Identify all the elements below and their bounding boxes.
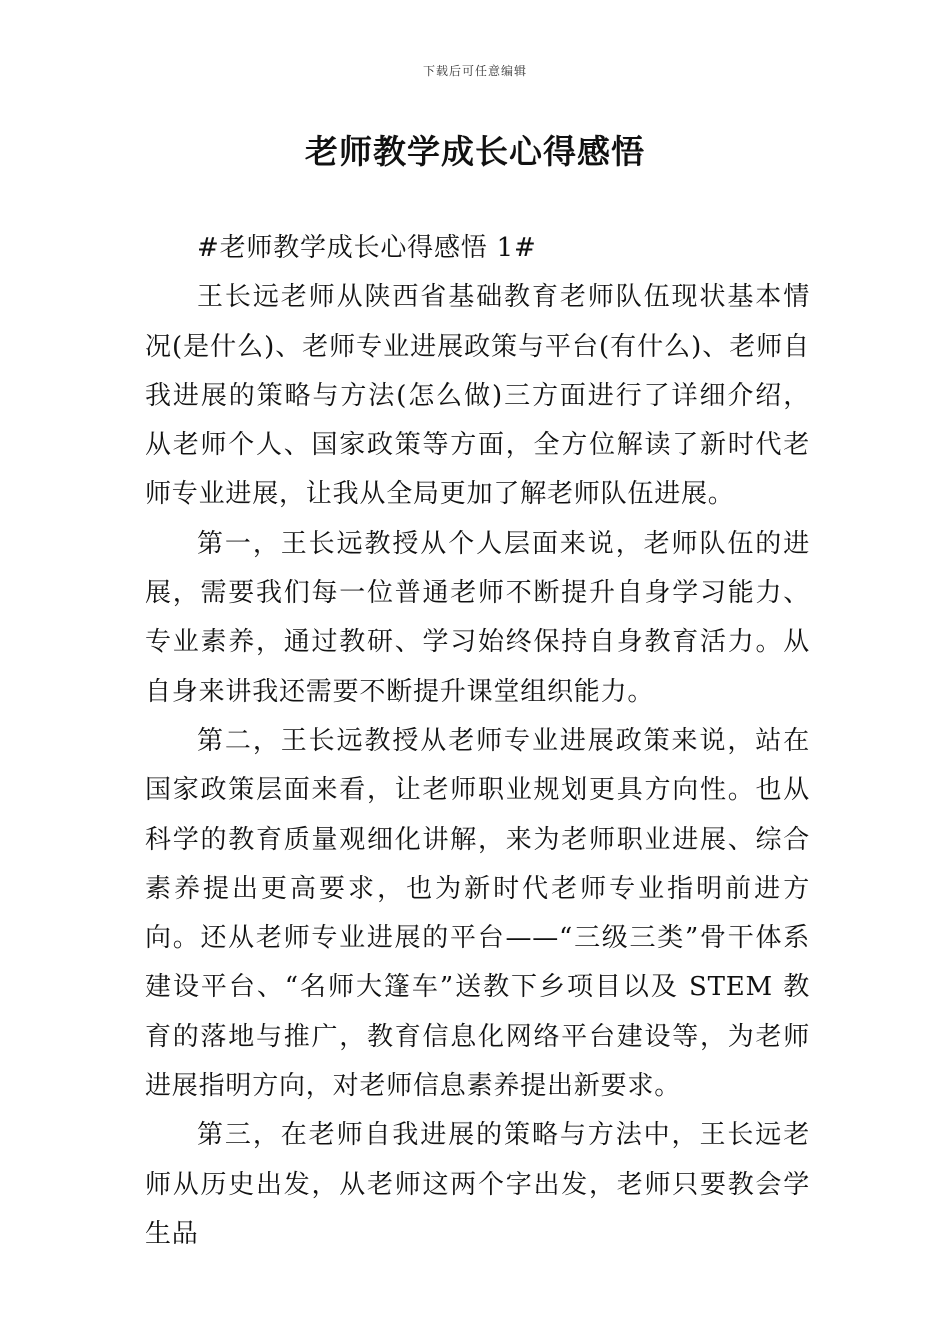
paragraph-intro: 王长远老师从陕西省基础教育老师队伍现状基本情况(是什么)、老师专业进展政策与平台(有什么)、老师自我进展的策略与方法(怎么做)三方面进行了详细介绍，从老师个人、国家政策等方面，全方位解读了新时代老师专业进展，让我从全局更加了解老师队伍进展。 xyxy=(145,282,810,510)
paragraph-second-point: 第二，王长远教授从老师专业进展政策来说，站在国家政策层面来看，让老师职业规划更具方向性。也从科学的教育质量观细化讲解，来为老师职业进展、综合素养提出更高要求，也为新时代老师专业指明前进方向。还从老师专业进展的平台——“三级三类”骨干体系建设平台、“名师大篷车”送教下乡项目以及 STEM 教育的落地与推广，教育信息化网络平台建设等，为老师进展指明方向，对老师信息素养提出新要求。 xyxy=(145,725,810,1102)
document-title: 老师教学成长心得感悟 xyxy=(305,132,645,171)
document-body xyxy=(145,224,810,1259)
header-note: 下载后可任意编辑 xyxy=(422,64,527,78)
section-heading: #老师教学成长心得感悟 1# xyxy=(197,233,537,263)
paragraph-first-point: 第一，王长远教授从个人层面来说，老师队伍的进展，需要我们每一位普通老师不断提升自身学习能力、专业素养，通过教研、学习始终保持自身教育活力。从自身来讲我还需要不断提升课堂组织能力。 xyxy=(145,528,810,707)
paragraph-third-point: 第三，在老师自我进展的策略与方法中，王长远老师从历史出发，从老师这两个字出发，老师只要教会学生品 xyxy=(145,1120,810,1249)
